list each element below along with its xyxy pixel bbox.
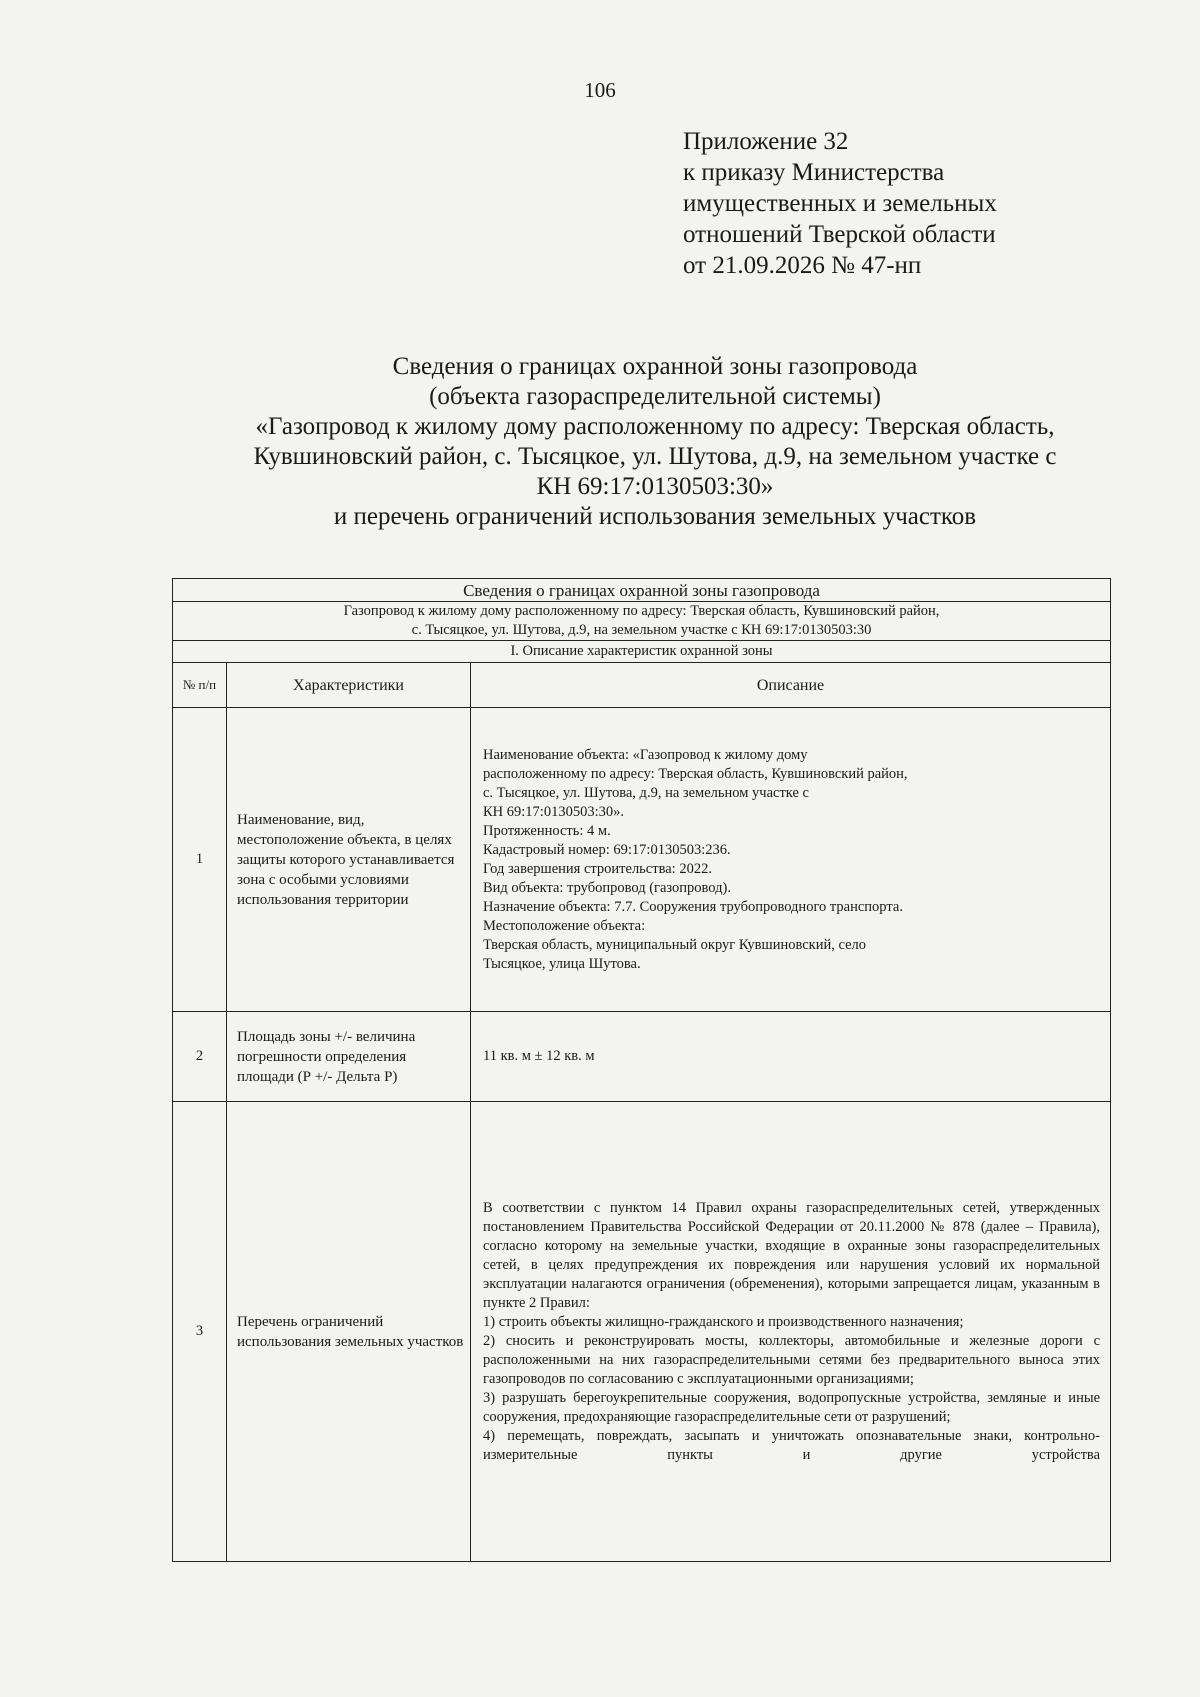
table-row	[173, 1012, 1111, 1102]
description-line: расположенному по адресу: Тверская область, Кувшиновский район,	[483, 765, 908, 782]
row-characteristic: Наименование, вид, местоположение объекта, в целях защиты которого устанавливается зона с особыми условиями использования территории	[227, 708, 471, 1012]
appendix-line: от 21.09.2026 № 47-нп	[683, 252, 922, 279]
row-characteristic: Площадь зоны +/- величина погрешности определения площади (Р +/- Дельта Р)	[227, 1012, 471, 1102]
description-line: Тверская область, муниципальный округ Кувшиновский, село	[483, 936, 867, 953]
description-line: Вид объекта: трубопровод (газопровод).	[483, 879, 731, 896]
appendix-block	[683, 126, 997, 281]
boundaries-table	[172, 578, 1111, 1562]
description-line: Местоположение объекта:	[483, 917, 646, 934]
table-heading: Сведения о границах охранной зоны газопровода	[173, 579, 1111, 602]
description-line: Назначение объекта: 7.7. Сооружения трубопроводного транспорта.	[483, 898, 903, 915]
description-line: Тысяцкое, улица Шутова.	[483, 955, 641, 972]
appendix-line: к приказу Министерства	[683, 159, 945, 186]
column-header-characteristics: Характеристики	[227, 663, 471, 708]
restriction-paragraph: В соответствии с пунктом 14 Правил охраны газораспределительных сетей, утвержденных постановлением Правительства Российской Федерации от 20.11.2000 № 878 (далее – Правила), согласно которому на земельные участки, входящие в охранные зоны газораспределительных сетей, в целях предупреждения их повреждения или нарушения условий их нормальной эксплуатации налагаются ограничения (обременения), которыми запрещается лицам, указанным в пункте 2 Правил:	[483, 1199, 1101, 1311]
object-line: Газопровод к жилому дому расположенному по адресу: Тверская область, Кувшиновский район,	[343, 603, 940, 619]
row-number: 2	[173, 1012, 227, 1102]
row-description	[471, 708, 1111, 1012]
description-line: КН 69:17:0130503:30».	[483, 803, 624, 820]
table-row	[173, 708, 1111, 1012]
row-characteristic: Перечень ограничений использования земельных участков	[227, 1102, 471, 1562]
column-header-description: Описание	[471, 663, 1111, 708]
appendix-line: Приложение 32	[683, 128, 849, 155]
row-restrictions	[471, 1102, 1111, 1562]
appendix-line: отношений Тверской области	[683, 221, 996, 248]
title-line: (объекта газораспределительной системы)	[429, 383, 881, 410]
table-header-row	[173, 663, 1111, 708]
description-line: Год завершения строительства: 2022.	[483, 860, 712, 877]
title-line: КН 69:17:0130503:30»	[536, 473, 774, 500]
description-line: с. Тысяцкое, ул. Шутова, д.9, на земельном участке с	[483, 784, 809, 801]
table-object-name	[173, 602, 1111, 641]
appendix-line: имущественных и земельных	[683, 190, 997, 217]
restriction-item: 4) перемещать, повреждать, засыпать и уничтожать опознавательные знаки, контрольно-измерительные пункты и другие устройства	[483, 1427, 1101, 1463]
object-line: с. Тысяцкое, ул. Шутова, д.9, на земельном участке с КН 69:17:0130503:30	[411, 622, 872, 638]
restriction-item: 2) сносить и реконструировать мосты, коллекторы, автомобильные и железные дороги с расположенными на них газораспределительными сетями без предварительного выноса этих газопроводов по согласованию с эксплуатационными организациями;	[483, 1332, 1101, 1387]
row-number: 1	[173, 708, 227, 1012]
row-description: 11 кв. м ± 12 кв. м	[471, 1012, 1111, 1102]
page-number: 106	[584, 78, 616, 102]
title-line: Сведения о границах охранной зоны газопровода	[392, 353, 918, 380]
title-line: «Газопровод к жилому дому расположенному по адресу: Тверская область,	[255, 413, 1055, 440]
description-line: Протяженность: 4 м.	[483, 822, 611, 839]
column-header-num: № п/п	[173, 663, 227, 708]
row-number: 3	[173, 1102, 227, 1562]
restriction-item: 3) разрушать берегоукрепительные сооружения, водопропускные устройства, земляные и иные сооружения, предохраняющие газораспределительные сети от разрушений;	[483, 1389, 1101, 1425]
section-title: I. Описание характеристик охранной зоны	[173, 641, 1111, 663]
table-row	[173, 1102, 1111, 1562]
title-line: Кувшиновский район, с. Тысяцкое, ул. Шутова, д.9, на земельном участке с	[253, 443, 1057, 470]
document-title	[150, 352, 1160, 532]
title-line: и перечень ограничений использования земельных участков	[333, 503, 977, 530]
description-line: Наименование объекта: «Газопровод к жилому дому	[483, 746, 808, 763]
restriction-item: 1) строить объекты жилищно-гражданского и производственного назначения;	[483, 1313, 964, 1330]
description-line: Кадастровый номер: 69:17:0130503:236.	[483, 841, 731, 858]
